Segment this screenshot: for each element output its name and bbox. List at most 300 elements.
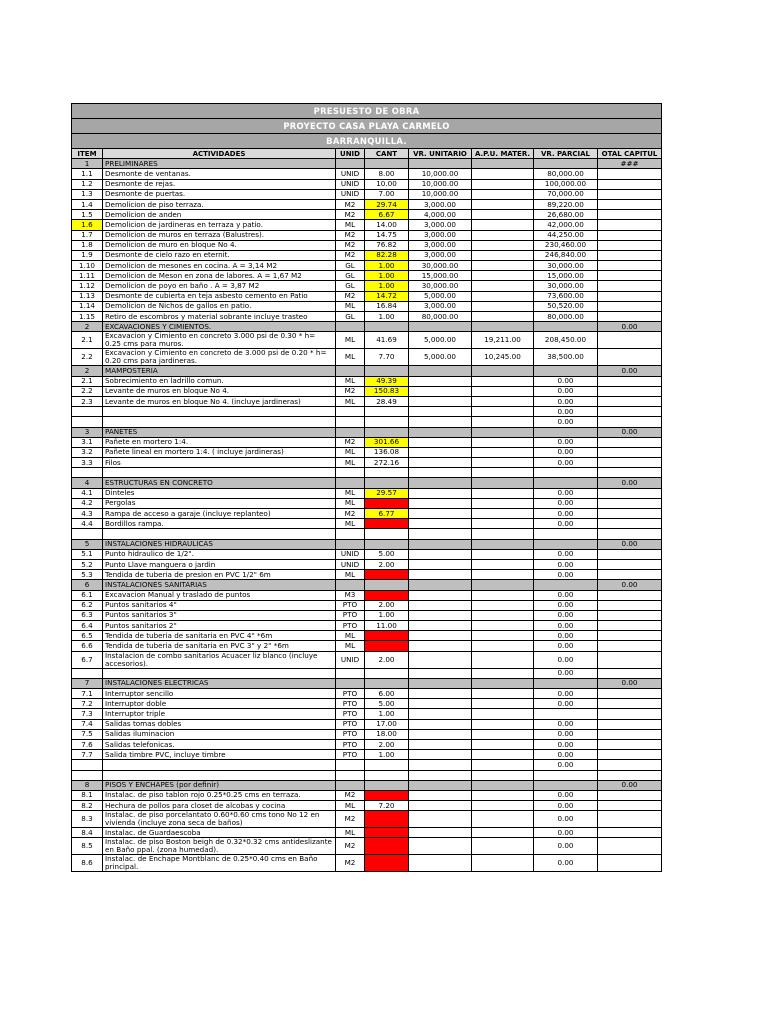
cell-cant xyxy=(365,780,409,790)
cell-vr-unitario xyxy=(409,780,472,790)
cell-unid xyxy=(336,366,365,376)
cell-vr-unitario xyxy=(409,488,472,498)
cell-cant: 1.00 xyxy=(365,709,409,719)
table-row xyxy=(72,281,662,291)
cell-cant xyxy=(365,498,409,508)
cell-vr-parcial: 50,520.00 xyxy=(534,301,598,311)
table-row xyxy=(72,729,662,739)
cell-actividad: Instalac. de piso porcelantato 0.60*0.60 cms tono No 12 en vivienda (incluye zona seca de baños) xyxy=(103,811,336,828)
cell-total-capitulo xyxy=(598,488,662,498)
cell-cant: 136.08 xyxy=(365,447,409,457)
cell-vr-unitario xyxy=(409,447,472,457)
cell-total-capitulo xyxy=(598,509,662,519)
cell-vr-unitario xyxy=(409,458,472,468)
cell-vr-parcial xyxy=(534,468,598,478)
cell-cant: 1.00 xyxy=(365,271,409,281)
cell-item: 6.1 xyxy=(72,590,103,600)
table-row xyxy=(72,447,662,457)
cell-total-capitulo: 0.00 xyxy=(598,678,662,688)
table-row xyxy=(72,169,662,179)
cell-item: 7.7 xyxy=(72,750,103,760)
cell-actividad: Desmonte de rejas. xyxy=(103,179,336,189)
cell-unid: M2 xyxy=(336,790,365,800)
cell-vr-unitario xyxy=(409,519,472,529)
table-row xyxy=(72,790,662,800)
cell-apu-mater xyxy=(472,750,534,760)
cell-actividad: Demolicion de anden xyxy=(103,210,336,220)
cell-unid: ML xyxy=(336,447,365,457)
cell-apu-mater xyxy=(472,250,534,260)
cell-actividad: Demolicion de muros en terraza (Balustres). xyxy=(103,230,336,240)
cell-actividad: Pañete lineal en mortero 1:4. ( incluye jardineras) xyxy=(103,447,336,457)
cell-apu-mater xyxy=(472,549,534,559)
cell-cant: 6.67 xyxy=(365,210,409,220)
cell-vr-unitario: 5,000.00 xyxy=(409,332,472,349)
cell-vr-unitario xyxy=(409,750,472,760)
cell-actividad: Interruptor sencillo xyxy=(103,689,336,699)
cell-cant: 18.00 xyxy=(365,729,409,739)
cell-item: 1.8 xyxy=(72,240,103,250)
cell-total-capitulo xyxy=(598,417,662,427)
cell-actividad: INSTALACIONES SANITARIAS xyxy=(103,580,336,590)
cell-actividad: Rampa de acceso a garaje (incluye replanteo) xyxy=(103,509,336,519)
cell-total-capitulo xyxy=(598,828,662,838)
cell-cant xyxy=(365,529,409,539)
table-row xyxy=(72,332,662,349)
cell-vr-parcial: 0.00 xyxy=(534,719,598,729)
cell-item: 7.6 xyxy=(72,739,103,749)
cell-actividad: Instalac. de Guardaescoba xyxy=(103,828,336,838)
cell-item: 1.5 xyxy=(72,210,103,220)
cell-cant: 2.00 xyxy=(365,651,409,668)
cell-cant xyxy=(365,590,409,600)
cell-item: 5.1 xyxy=(72,549,103,559)
table-row xyxy=(72,189,662,199)
cell-unid: M2 xyxy=(336,855,365,872)
cell-actividad: Demolicion de Meson en zona de labores. A = 1,67 M2 xyxy=(103,271,336,281)
table-row xyxy=(72,210,662,220)
table-row xyxy=(72,801,662,811)
cell-vr-parcial xyxy=(534,427,598,437)
cell-vr-parcial: 0.00 xyxy=(534,549,598,559)
cell-vr-parcial: 0.00 xyxy=(534,750,598,760)
cell-total-capitulo xyxy=(598,291,662,301)
table-row xyxy=(72,668,662,678)
cell-actividad: Tendida de tuberia de presion en PVC 1/2" 6m xyxy=(103,570,336,580)
cell-unid: UNID xyxy=(336,169,365,179)
table-row xyxy=(72,488,662,498)
cell-unid: UNID xyxy=(336,559,365,569)
cell-vr-parcial xyxy=(534,159,598,169)
cell-vr-parcial: 246,840.00 xyxy=(534,250,598,260)
cell-cant xyxy=(365,159,409,169)
table-row xyxy=(72,179,662,189)
cell-total-capitulo xyxy=(598,498,662,508)
cell-cant xyxy=(365,838,409,855)
cell-apu-mater xyxy=(472,838,534,855)
cell-vr-unitario xyxy=(409,855,472,872)
table-row xyxy=(72,709,662,719)
cell-apu-mater xyxy=(472,159,534,169)
cell-actividad: Instalac. de piso Boston beigh de 0.32*0.32 cms antideslizante en Baño ppal. (zona humedad). xyxy=(103,838,336,855)
cell-vr-unitario: 3,000.00 xyxy=(409,220,472,230)
cell-apu-mater xyxy=(472,855,534,872)
cell-item: 6 xyxy=(72,580,103,590)
cell-item: 5.2 xyxy=(72,559,103,569)
cell-vr-parcial: 0.00 xyxy=(534,790,598,800)
cell-vr-parcial: 15,000.00 xyxy=(534,271,598,281)
cell-actividad: Salidas telefonicas. xyxy=(103,739,336,749)
cell-vr-unitario xyxy=(409,641,472,651)
cell-total-capitulo xyxy=(598,631,662,641)
cell-vr-unitario: 30,000.00 xyxy=(409,281,472,291)
cell-vr-unitario xyxy=(409,478,472,488)
cell-apu-mater xyxy=(472,678,534,688)
cell-vr-parcial xyxy=(534,366,598,376)
cell-total-capitulo xyxy=(598,549,662,559)
cell-cant: 7.00 xyxy=(365,189,409,199)
cell-vr-unitario: 10,000.00 xyxy=(409,169,472,179)
cell-item: 1.1 xyxy=(72,169,103,179)
cell-total-capitulo xyxy=(598,349,662,366)
table-row xyxy=(72,386,662,396)
cell-vr-parcial: 0.00 xyxy=(534,610,598,620)
cell-cant xyxy=(365,519,409,529)
cell-vr-parcial: 42,000.00 xyxy=(534,220,598,230)
table-row xyxy=(72,699,662,709)
table-row xyxy=(72,641,662,651)
header-row xyxy=(72,149,662,159)
cell-cant: 10.00 xyxy=(365,179,409,189)
cell-vr-unitario xyxy=(409,739,472,749)
cell-apu-mater xyxy=(472,621,534,631)
header-actividades: ACTIVIDADES xyxy=(103,149,336,159)
table-row xyxy=(72,529,662,539)
cell-vr-parcial: 0.00 xyxy=(534,396,598,406)
cell-cant: 5.00 xyxy=(365,549,409,559)
cell-cant: 41.69 xyxy=(365,332,409,349)
cell-total-capitulo xyxy=(598,301,662,311)
cell-unid: PTO xyxy=(336,699,365,709)
cell-apu-mater xyxy=(472,529,534,539)
cell-unid: ML xyxy=(336,488,365,498)
cell-actividad xyxy=(103,529,336,539)
cell-apu-mater xyxy=(472,366,534,376)
cell-actividad: Demolicion de Nichos de gallos en patio. xyxy=(103,301,336,311)
cell-apu-mater: 10,245.00 xyxy=(472,349,534,366)
cell-item: 4.2 xyxy=(72,498,103,508)
cell-vr-parcial: 30,000.00 xyxy=(534,261,598,271)
cell-vr-parcial: 0.00 xyxy=(534,668,598,678)
cell-vr-parcial: 0.00 xyxy=(534,739,598,749)
cell-unid xyxy=(336,668,365,678)
cell-apu-mater xyxy=(472,220,534,230)
cell-actividad: Interruptor triple xyxy=(103,709,336,719)
cell-item: 7.3 xyxy=(72,709,103,719)
cell-vr-parcial xyxy=(534,709,598,719)
cell-item: 8 xyxy=(72,780,103,790)
table-row xyxy=(72,590,662,600)
cell-vr-parcial: 0.00 xyxy=(534,498,598,508)
cell-vr-parcial xyxy=(534,678,598,688)
cell-apu-mater xyxy=(472,458,534,468)
cell-total-capitulo xyxy=(598,689,662,699)
cell-item: 6.4 xyxy=(72,621,103,631)
cell-item: 7.4 xyxy=(72,719,103,729)
cell-apu-mater xyxy=(472,770,534,780)
cell-apu-mater xyxy=(472,386,534,396)
cell-unid: M2 xyxy=(336,386,365,396)
cell-unid: GL xyxy=(336,271,365,281)
cell-unid: GL xyxy=(336,281,365,291)
table-row xyxy=(72,739,662,749)
cell-cant xyxy=(365,770,409,780)
header-vr-parcial: VR. PARCIAL xyxy=(534,149,598,159)
cell-vr-parcial: 26,680.00 xyxy=(534,210,598,220)
cell-item: 7.1 xyxy=(72,689,103,699)
cell-unid xyxy=(336,539,365,549)
cell-actividad xyxy=(103,668,336,678)
cell-apu-mater xyxy=(472,729,534,739)
cell-cant: 1.00 xyxy=(365,261,409,271)
section-row xyxy=(72,366,662,376)
cell-item: 1.4 xyxy=(72,199,103,209)
cell-item xyxy=(72,417,103,427)
cell-apu-mater xyxy=(472,240,534,250)
cell-actividad: Levante de muros en bloque No 4. xyxy=(103,386,336,396)
cell-total-capitulo xyxy=(598,610,662,620)
cell-actividad xyxy=(103,770,336,780)
cell-item xyxy=(72,770,103,780)
cell-unid: ML xyxy=(336,349,365,366)
cell-cant xyxy=(365,760,409,770)
cell-cant: 2.00 xyxy=(365,559,409,569)
cell-vr-unitario: 3,000.00 xyxy=(409,240,472,250)
cell-total-capitulo xyxy=(598,811,662,828)
cell-unid: ML xyxy=(336,631,365,641)
table-row xyxy=(72,570,662,580)
cell-vr-unitario: 3,000.00 xyxy=(409,230,472,240)
cell-total-capitulo xyxy=(598,760,662,770)
cell-vr-parcial: 0.00 xyxy=(534,699,598,709)
table-row xyxy=(72,631,662,641)
cell-apu-mater xyxy=(472,600,534,610)
table-row xyxy=(72,855,662,872)
cell-total-capitulo xyxy=(598,312,662,322)
cell-vr-parcial: 0.00 xyxy=(534,376,598,386)
cell-total-capitulo xyxy=(598,729,662,739)
cell-actividad: ESTRUCTURAS EN CONCRETO xyxy=(103,478,336,488)
cell-item: 7 xyxy=(72,678,103,688)
cell-unid: ML xyxy=(336,570,365,580)
cell-apu-mater xyxy=(472,651,534,668)
cell-vr-unitario xyxy=(409,838,472,855)
cell-vr-unitario xyxy=(409,801,472,811)
cell-unid: ML xyxy=(336,376,365,386)
cell-total-capitulo xyxy=(598,529,662,539)
cell-item xyxy=(72,468,103,478)
table-row xyxy=(72,600,662,610)
cell-actividad: Filos xyxy=(103,458,336,468)
cell-apu-mater xyxy=(472,301,534,311)
table-row xyxy=(72,301,662,311)
cell-vr-unitario xyxy=(409,689,472,699)
cell-total-capitulo xyxy=(598,281,662,291)
cell-vr-unitario xyxy=(409,760,472,770)
cell-apu-mater xyxy=(472,210,534,220)
cell-vr-unitario xyxy=(409,770,472,780)
cell-apu-mater xyxy=(472,478,534,488)
cell-vr-unitario: 5,000.00 xyxy=(409,349,472,366)
cell-apu-mater xyxy=(472,539,534,549)
cell-unid: PTO xyxy=(336,610,365,620)
cell-vr-parcial: 0.00 xyxy=(534,488,598,498)
cell-actividad: Pañete en mortero 1:4. xyxy=(103,437,336,447)
cell-vr-unitario xyxy=(409,366,472,376)
cell-actividad xyxy=(103,407,336,417)
cell-actividad: Tendida de tuberia de sanitaria en PVC 3" y 2" *6m xyxy=(103,641,336,651)
cell-unid: PTO xyxy=(336,750,365,760)
cell-vr-parcial: 0.00 xyxy=(534,407,598,417)
cell-apu-mater xyxy=(472,668,534,678)
cell-actividad: Hechura de pollos para closet de alcobas y cocina xyxy=(103,801,336,811)
cell-cant xyxy=(365,468,409,478)
cell-unid: M3 xyxy=(336,590,365,600)
cell-vr-unitario: 4,000.00 xyxy=(409,210,472,220)
cell-item: 1.9 xyxy=(72,250,103,260)
cell-unid: PTO xyxy=(336,621,365,631)
cell-cant xyxy=(365,790,409,800)
cell-actividad: Desmonte de puertas. xyxy=(103,189,336,199)
cell-actividad: EXCAVACIONES Y CIMIENTOS. xyxy=(103,322,336,332)
cell-item: 2.2 xyxy=(72,386,103,396)
cell-apu-mater xyxy=(472,230,534,240)
cell-unid xyxy=(336,529,365,539)
cell-apu-mater xyxy=(472,498,534,508)
cell-vr-unitario xyxy=(409,549,472,559)
cell-vr-unitario xyxy=(409,498,472,508)
cell-item: 4 xyxy=(72,478,103,488)
cell-vr-unitario xyxy=(409,407,472,417)
cell-vr-parcial: 0.00 xyxy=(534,570,598,580)
cell-actividad: Bordillos rampa. xyxy=(103,519,336,529)
cell-cant: 1.00 xyxy=(365,610,409,620)
cell-actividad xyxy=(103,468,336,478)
cell-total-capitulo xyxy=(598,458,662,468)
cell-item: 1.15 xyxy=(72,312,103,322)
cell-vr-parcial: 0.00 xyxy=(534,801,598,811)
cell-item: 1.10 xyxy=(72,261,103,271)
cell-vr-parcial xyxy=(534,580,598,590)
cell-total-capitulo xyxy=(598,668,662,678)
cell-unid: PTO xyxy=(336,739,365,749)
cell-vr-unitario xyxy=(409,729,472,739)
header-apu-mater: A.P.U. MATER. xyxy=(472,149,534,159)
cell-apu-mater xyxy=(472,610,534,620)
cell-item: 4.1 xyxy=(72,488,103,498)
table-row xyxy=(72,689,662,699)
cell-total-capitulo xyxy=(598,396,662,406)
cell-cant xyxy=(365,855,409,872)
cell-item: 2 xyxy=(72,322,103,332)
cell-vr-unitario xyxy=(409,709,472,719)
cell-vr-parcial: 89,220.00 xyxy=(534,199,598,209)
cell-vr-parcial: 38,500.00 xyxy=(534,349,598,366)
cell-cant: 28.49 xyxy=(365,396,409,406)
cell-item: 1.3 xyxy=(72,189,103,199)
cell-vr-unitario xyxy=(409,396,472,406)
cell-item: 1 xyxy=(72,159,103,169)
cell-apu-mater xyxy=(472,828,534,838)
cell-actividad: Demolicion de muro en bloque No 4. xyxy=(103,240,336,250)
table-row xyxy=(72,250,662,260)
cell-vr-unitario xyxy=(409,651,472,668)
cell-unid: ML xyxy=(336,220,365,230)
cell-unid: M2 xyxy=(336,291,365,301)
cell-actividad: PAÑETES xyxy=(103,427,336,437)
cell-total-capitulo xyxy=(598,447,662,457)
cell-total-capitulo xyxy=(598,519,662,529)
cell-actividad: PISOS Y ENCHAPES (por definir) xyxy=(103,780,336,790)
cell-apu-mater xyxy=(472,719,534,729)
cell-apu-mater xyxy=(472,447,534,457)
cell-vr-parcial xyxy=(534,780,598,790)
cell-cant xyxy=(365,322,409,332)
cell-actividad: Puntos sanitarios 4" xyxy=(103,600,336,610)
cell-total-capitulo: 0.00 xyxy=(598,580,662,590)
cell-cant: 1.00 xyxy=(365,281,409,291)
cell-actividad: PRELIMINARES xyxy=(103,159,336,169)
table-row xyxy=(72,349,662,366)
cell-actividad: Desmonte de ventanas. xyxy=(103,169,336,179)
table-row xyxy=(72,417,662,427)
cell-vr-unitario xyxy=(409,417,472,427)
table-row xyxy=(72,610,662,620)
table-row xyxy=(72,291,662,301)
cell-actividad: Desmonte de cubierta en teja asbesto cemento en Patio xyxy=(103,291,336,301)
cell-vr-unitario xyxy=(409,559,472,569)
budget-table xyxy=(71,103,662,872)
table-row xyxy=(72,509,662,519)
cell-vr-parcial: 73,600.00 xyxy=(534,291,598,301)
cell-apu-mater xyxy=(472,179,534,189)
cell-item: 4.3 xyxy=(72,509,103,519)
cell-actividad: Puntos sanitarios 2" xyxy=(103,621,336,631)
title-line-2: PROYECTO CASA PLAYA CARMELO xyxy=(72,119,662,134)
cell-item: 8.2 xyxy=(72,801,103,811)
cell-cant: 14.00 xyxy=(365,220,409,230)
cell-actividad: Pergolas xyxy=(103,498,336,508)
cell-item: 3.3 xyxy=(72,458,103,468)
cell-apu-mater xyxy=(472,709,534,719)
table-row xyxy=(72,651,662,668)
cell-unid: M2 xyxy=(336,811,365,828)
cell-total-capitulo xyxy=(598,719,662,729)
table-row xyxy=(72,838,662,855)
cell-total-capitulo xyxy=(598,210,662,220)
cell-item: 3.2 xyxy=(72,447,103,457)
cell-vr-parcial: 0.00 xyxy=(534,729,598,739)
cell-item: 8.4 xyxy=(72,828,103,838)
cell-cant xyxy=(365,811,409,828)
cell-apu-mater xyxy=(472,468,534,478)
cell-unid: M2 xyxy=(336,838,365,855)
cell-unid: UNID xyxy=(336,651,365,668)
cell-item: 7.2 xyxy=(72,699,103,709)
cell-vr-parcial: 44,250.00 xyxy=(534,230,598,240)
cell-unid: PTO xyxy=(336,719,365,729)
cell-vr-parcial: 0.00 xyxy=(534,386,598,396)
